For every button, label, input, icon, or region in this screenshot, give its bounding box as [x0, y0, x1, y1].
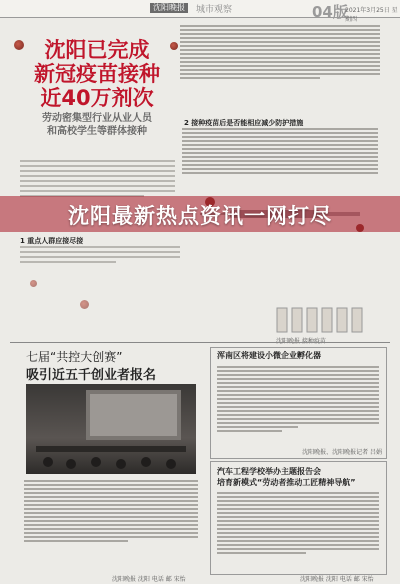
top-subhead-line-2: 和高校学生等群体接种 [47, 126, 147, 137]
right-top-byline: 沈阳晚报、沈阳晚报记者 吕娟 [302, 449, 382, 456]
top-headline-line-3: 近40万剂次 [40, 86, 154, 110]
right-bottom-headline-2: 培育新模式“劳动者推动工匠精神导航” [217, 478, 356, 487]
virus-icon [14, 40, 24, 50]
top-right-body-text [180, 25, 380, 81]
vaccine-vials-image [272, 300, 372, 334]
section-divider [10, 342, 390, 343]
section-title: 城市观察 [196, 5, 233, 15]
top-headline-block [22, 38, 172, 156]
top-left-body-text [20, 160, 175, 200]
virus-icon [170, 42, 178, 50]
top-headline-line-1: 沈阳已完成 [44, 38, 150, 62]
section-2-title: 2 接种疫苗后是否能相应减少防护措施 [184, 119, 304, 127]
right-bottom-story-box [210, 461, 387, 575]
section-1-title: 1 重点人群应接尽接 [20, 237, 84, 245]
event-photo [26, 384, 196, 474]
right-top-story-box [210, 347, 387, 459]
right-top-story-body [217, 366, 379, 434]
promo-banner-text: 沈阳最新热点资讯一网打尽 [68, 204, 332, 228]
right-bottom-headline-1: 汽车工程学校举办主题报告会 [217, 467, 321, 476]
left-story-kicker: 七届“共控大创赛” [26, 350, 123, 364]
top-headline-line-2: 新冠疫苗接种 [34, 62, 160, 86]
virus-icon [30, 280, 37, 287]
photo-caption [276, 336, 326, 345]
virus-icon [80, 300, 89, 309]
section-tag: 沈阳晚报 [150, 3, 188, 13]
left-story-headline: 吸引近五千创业者报名 [26, 368, 157, 383]
right-footer: 沈阳晚报 沈阳 电话 邮 宋怡 [300, 576, 374, 583]
right-bottom-story-body [217, 492, 379, 556]
page-date: 2021年3月25日 星期四 [345, 7, 398, 23]
top-subhead-line-1: 劳动密集型行业从业人员 [42, 113, 152, 124]
section-2-text [182, 128, 378, 176]
page-number: 04版 [312, 3, 348, 21]
left-footer: 沈阳晚报 沈阳 电话 邮 宋怡 [112, 576, 186, 583]
right-top-story-headline: 浑南区将建设小微企业孵化器 [217, 351, 321, 360]
section-1-text [20, 246, 180, 266]
left-story-body [24, 480, 198, 544]
